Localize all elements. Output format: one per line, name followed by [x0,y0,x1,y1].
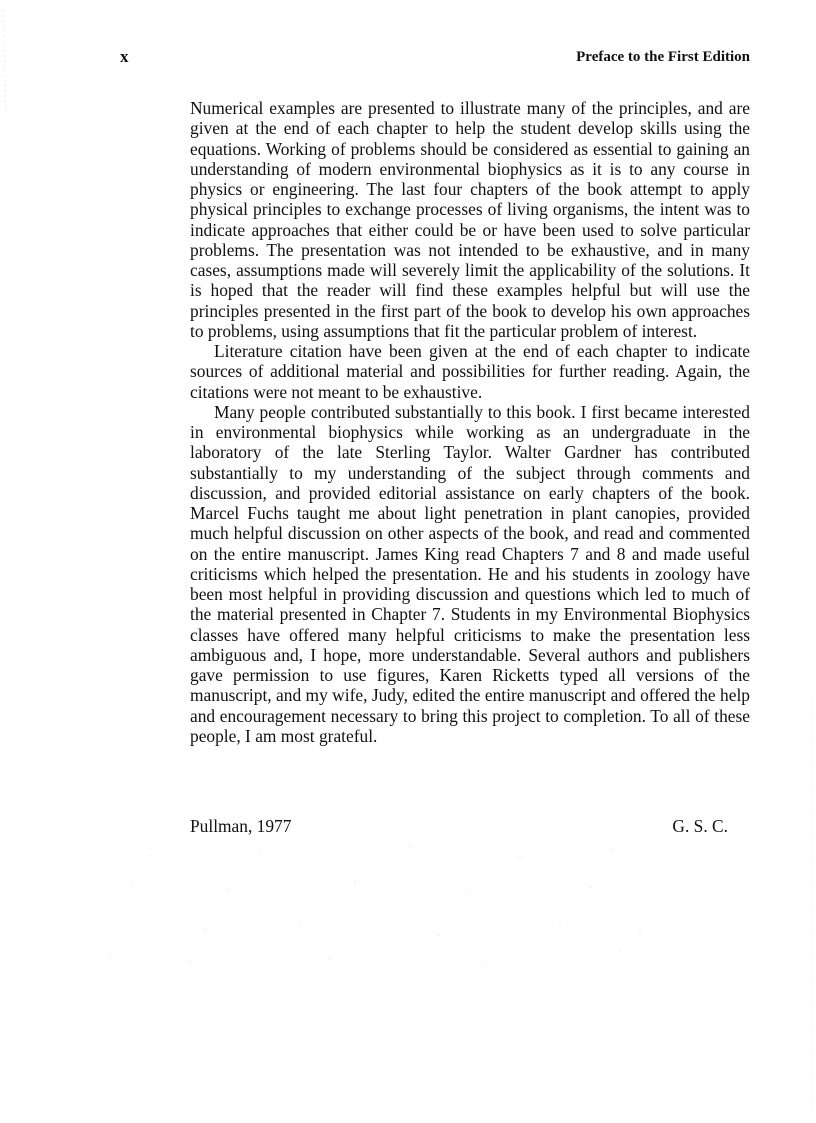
signoff-place-date: Pullman, 1977 [190,816,292,836]
running-title: Preface to the First Edition [576,49,750,65]
running-header [120,47,750,71]
paragraph-literature-citations: Literature citation have been given at the end of each chapter to indicate sources of additional material and possibilities for further reading. Again, the citations were not meant to be exhaustive. [190,341,750,402]
paragraph-numerical-examples: Numerical examples are presented to illustrate many of the principles, and are given at the end of each chapter to help the student develop skills using the equations. Working of problems should be considered as essential to gaining an understanding of modern environmental biophysics as it is to any course in physics or engineering. The last four chapters of the book attempt to apply physical principles to exchange processes of living organisms, the intent was to indicate approaches that either could be or have been used to solve particular problems. The presentation was not intended to be exhaustive, and in many cases, assumptions made will severely limit the applicability of the solutions. It is hoped that the reader will find these examples helpful but will use the principles presented in the first part of the book to develop his own approaches to problems, using assumptions that fit the particular problem of interest. [190,98,750,341]
preface-body [190,98,750,746]
paragraph-acknowledgements: Many people contributed substantially to this book. I first became interested in environmental biophysics while working as an undergraduate in the laboratory of the late Sterling Taylor. Walter Gardner has contributed substantially to my understanding of the subject through comments and discussion, and provided editorial assistance on early chapters of the book. Marcel Fuchs taught me about light penetration in plant canopies, provided much helpful discussion on other aspects of the book, and read and commented on the entire manuscript. James King read Chapters 7 and 8 and made useful criticisms which helped the presentation. He and his students in zoology have been most helpful in providing discussion and questions which led to much of the material presented in Chapter 7. Students in my Environmental Biophysics classes have offered many helpful criticisms to make the presentation less ambiguous and, I hope, more understandable. Several authors and publishers gave permission to use figures, Karen Ricketts typed all versions of the manuscript, and my wife, Judy, edited the entire manuscript and offered the help and encouragement necessary to bring this project to completion. To all of these people, I am most grateful. [190,401,750,746]
signoff-initials: G. S. C. [672,816,728,836]
page-number: x [120,47,129,66]
signoff [190,816,750,840]
